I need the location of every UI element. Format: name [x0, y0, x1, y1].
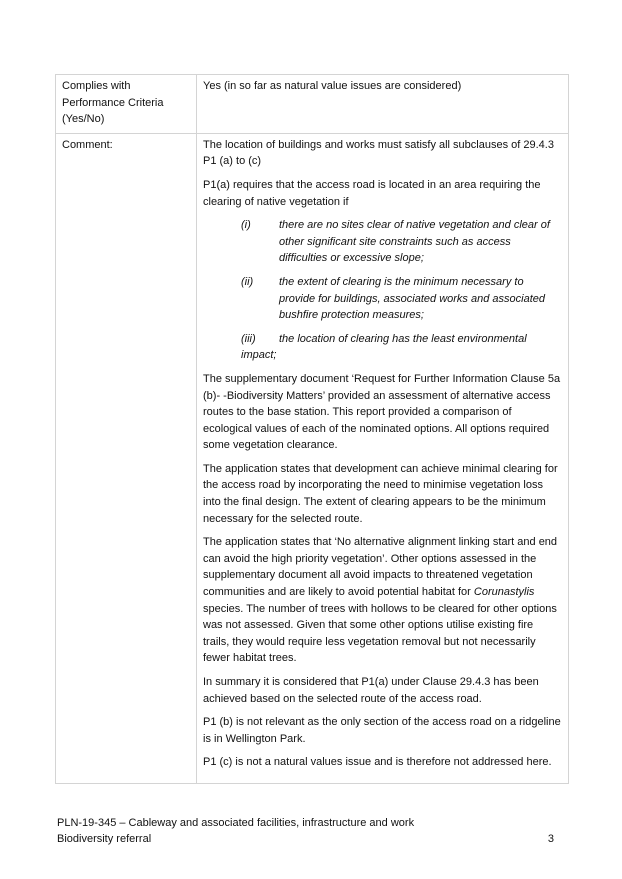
subclause-number: (ii)	[241, 275, 254, 288]
row-label: Complies with Performance Criteria (Yes/No)	[56, 75, 197, 134]
subclause-text-continued: impact;	[241, 349, 277, 362]
subclause-text: the location of clearing has the least environmental	[279, 332, 527, 345]
paragraph-text: species. The number of trees with hollows to be cleared for other options was not assessed. Given that some other options utilise existing fire trails, they would require less vegetation removal but not necessarily fewer habitat trees.	[203, 602, 557, 665]
species-name: Corunastylis	[473, 586, 535, 599]
subclause-text: the extent of clearing is the minimum necessary to provide for buildings, associated works and associated bushfire protection measures;	[279, 275, 545, 322]
paragraph-text: The application states that ‘No alternative alignment linking start and end can avoid the high priority vegetation’. Other options assessed in the supplementary document all avoid impacts to threatened vegetation communities and are likely to avoid potential habitat for	[203, 536, 558, 599]
comment-body	[197, 133, 569, 783]
subclause-number: (i)	[241, 219, 251, 232]
subclause-item	[203, 331, 562, 364]
paragraph: P1 (b) is not relevant as the only section of the access road on a ridgeline is in Wellington Park.	[203, 716, 561, 745]
subclause-item	[203, 217, 562, 267]
paragraph: P1(a) requires that the access road is located in an area requiring the clearing of native vegetation if	[203, 178, 541, 208]
page-footer	[57, 815, 554, 847]
row-label	[56, 133, 197, 783]
paragraph: The application states that development can achieve minimal clearing for the access road by incorporating the need to minimise vegetation loss into the final design. The extent of clearing appears to be the minimum necessary for the selected route.	[203, 462, 558, 525]
page-number: 3	[547, 833, 554, 845]
footer-title: PLN-19-345 – Cableway and associated facilities, infrastructure and work	[57, 817, 415, 829]
subclause-number: (iii)	[241, 332, 256, 345]
paragraph: P1 (c) is not a natural values issue and is therefore not addressed here.	[203, 756, 552, 769]
assessment-table	[55, 74, 569, 784]
paragraph: The supplementary document ‘Request for Further Information Clause 5a (b)- -Biodiversity Matters’ provided an assessment of alternative access routes to the base station. This report provided a comparison of ecological values of each of the nominated options. All options required some vegetation clearance.	[203, 372, 561, 452]
table-row	[56, 133, 569, 783]
paragraph	[203, 534, 562, 667]
paragraph: In summary it is considered that P1(a) under Clause 29.4.3 has been achieved based on the selected route of the access road.	[203, 676, 539, 705]
table-row	[56, 75, 569, 134]
comment-label: Comment:	[62, 138, 113, 151]
paragraph: The location of buildings and works must satisfy all subclauses of 29.4.3 P1 (a) to (c)	[203, 138, 554, 168]
subclause-item	[203, 274, 562, 324]
footer-subtitle: Biodiversity referral	[57, 833, 152, 845]
subclause-text: there are no sites clear of native vegetation and clear of other significant site constraints such as access difficulties or excessive slope;	[279, 219, 550, 265]
row-value: Yes (in so far as natural value issues are considered)	[197, 75, 569, 134]
